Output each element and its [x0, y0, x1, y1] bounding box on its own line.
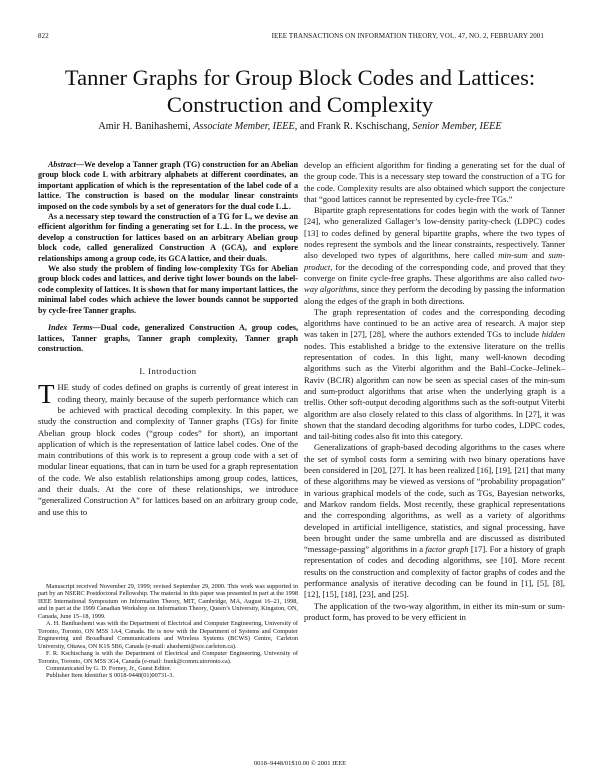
title-line-1: Tanner Graphs for Group Block Codes and Lattices:: [64, 65, 536, 90]
drop-cap: T: [38, 379, 55, 410]
right-p2-em-1: min-sum: [498, 250, 528, 261]
running-header: IEEE TRANSACTIONS ON INFORMATION THEORY, VOL. 47, NO. 2, FEBRUARY 2001: [271, 32, 544, 40]
abstract: [38, 160, 298, 354]
paper-title: [20, 64, 580, 118]
left-column: [38, 160, 298, 518]
author-line: [20, 121, 580, 132]
author-2-name: and Frank R. Kschischang,: [299, 121, 410, 132]
intro-body: [38, 379, 298, 518]
right-p3-b: nodes. This established a bridge to the extensive literature on the trellis representation of codes. In this light, many well-known decoding algorithms such as the Viterbi algorithm and the Bahl–Cocke–Jelinek–Raviv (BCJR) algorithm can now be seen as special cases of the min-sum and sum-product algorithms that arise when the underlying graph is a trellis. Other soft-output decoding algorithms such as the soft-output Viterbi algorithm are also closely related to this class of algorithms. In [27], it was shown that the standard decoding algorithms for turbo codes, LDPC codes, and tail-biting codes also fit into this category.: [304, 340, 565, 442]
index-terms: [38, 323, 298, 354]
right-p2-d: , since they perform the decoding by passing the information along the edges of the graph in both directions.: [304, 284, 566, 306]
right-p2-c: , for the decoding of the corresponding code, and proved that they converge on finite cycle-free graphs. These algorithms are also called: [304, 261, 565, 283]
right-p2-a: Bipartite graph representations for codes begin with the work of Tanner [24], who generalized Gallager’s low-density parity-check (LDPC) codes [13] to codes defined by general bipartite graphs, where the two types of nodes represent the symbols and the linear constraints, respectively. Tanner also developed two types of algorithms, here called: [304, 205, 565, 261]
section-heading: I. Introduction: [139, 366, 197, 377]
intro-paragraph: [38, 379, 298, 518]
abstract-p1: [38, 160, 298, 212]
right-column: [304, 160, 565, 623]
right-p3: [304, 307, 565, 443]
author-1-name: Amir H. Banihashemi,: [98, 121, 191, 132]
index-terms-text: Dual code, generalized Construction A, group codes, lattices, Tanner graphs, Tanner graph complexity, Tanner graph construction.: [38, 323, 298, 353]
footnote-author-2: F. R. Kschischang is with the Department of Electrical and Computer Engineering, University of Toronto, Toronto, ON M5S 3G4, Canada (e-mail: frank@comm.utoronto.ca).: [38, 650, 298, 665]
right-p5: The application of the two-way algorithm, in either its min-sum or sum-product form, has proved to be very efficient in: [304, 600, 565, 622]
abstract-p3: We also study the problem of finding low-complexity TGs for Abelian group block codes and lattices, and derive tight lower bounds on the label-code complexity of lattices. It is shown that for many important lattices, the minimal label codes which achieve the lower bounds cannot be supported by cycle-free Tanner graphs.: [38, 264, 298, 315]
abstract-p1-text: We develop a Tanner graph (TG) construction for an Abelian group block code L with arbitrary alphabets at different coordinates, an important application of which is the representation of the label code of a lattice. The construction is based on the modular linear constraints imposed on the code symbols by a set of generators for the dual code L⊥.: [38, 160, 298, 211]
author-1-role: Associate Member, IEEE,: [193, 121, 298, 132]
title-line-2: Construction and Complexity: [166, 92, 434, 117]
footnote-manuscript: Manuscript received November 29, 1999; revised September 29, 2000. This work was supported in part by an NSERC Postdoctoral Fellowship. The material in this paper was presented in part at the 1998 IEEE International Symposium on Information Theory, MIT, Cambridge, MA, August 16–21, 1998, and in part at the 1999 Canadian Workshop on Information Theory, Queen’s University, Kingston, ON, Canada, June 15–18, 1999.: [38, 583, 298, 620]
right-p3-a: The graph representation of codes and the corresponding decoding algorithms have continued to be an active area of research. A major step was taken in [27], [28], where the authors extended TGs to include: [304, 306, 565, 340]
right-p2-em-3: two-way algorithms: [304, 272, 565, 295]
copyright-footer: 0018–9448/01$10.00 © 2001 IEEE: [253, 760, 347, 767]
right-p1: develop an efficient algorithm for finding a generating set for the dual of the group code. This is a necessary step toward the construction of a TG for the code. Complexity results are also obtained which support the conjecture that “good lattices cannot be represented by cycle-free TGs.”: [304, 160, 565, 204]
footnote-editor: Communicated by G. D. Forney, Jr., Guest Editor.: [46, 664, 172, 672]
right-p2-em-2: sum-product: [304, 250, 565, 272]
intro-text: HE study of codes defined on graphs is currently of great interest in coding theory, mainly because of the superb performance which can be achieved with practical decoding complexity. In this paper, we study the construction and complexity of Tanner graphs (TGs) for finite Abelian group block codes (“group codes” for short), an important application of which is the representation of lattice label codes. One of the main contributions of this work is to represent a group code with a set of modular linear equations, that can in turn be used for a graph representation of the code. We also establish relationships among group codes, lattices, and their duals. At the core of these relationships, we introduce “generalized Construction A” for lattices based on an arbitrary group code, and use this to: [38, 382, 298, 517]
right-p2-b: and: [527, 250, 549, 261]
page-number: 822: [38, 32, 49, 40]
footnote-identifier: Publisher Item Identifier S 0018-9448(01)00731-3.: [46, 672, 174, 680]
right-p4-b: [17]. For a history of graph representation of codes and decoding algorithms, see [10]. More recent results on the construction and complexity of factor graphs of codes and the performance analysis of iterative decoding can be found in [1], [5], [8], [12], [15], [18], [23], and [25].: [304, 544, 566, 600]
footnotes: [38, 583, 298, 680]
author-2-role: Senior Member, IEEE: [412, 121, 502, 132]
abstract-label: Abstract—: [48, 160, 84, 169]
right-p4-a: Generalizations of graph-based decoding algorithms to the cases where the set of symbol costs form a semiring with two binary operations have been considered in [20], [27]. It has been realized [16], [19], [21] that many of these algorithms may be viewed as versions of “probability propagation” in various graphical models of the code, such as TGs, Bayesian networks, and Markov random fields. Most recently, these graphical representations and the corresponding algorithms, as well as a variety of algorithms developed in artificial intelligence, statistics, and signal processing, have been brought under the same umbrella and are discussed as distributed “message-passing” algorithms in a: [304, 442, 565, 555]
abstract-p2: As a necessary step toward the construction of a TG for L, we devise an efficient algorithm for finding a generating set for L⊥. In the process, we develop a construction for lattices based on an arbitrary Abelian group block code, called generalized Construction A (GCA), and explore relationships among a group code, its GCA lattice, and their duals.: [38, 212, 298, 263]
right-p4: [304, 442, 565, 600]
right-p4-em-1: factor graph: [425, 544, 469, 555]
right-p2: [304, 205, 565, 307]
footnote-author-1: A. H. Banihashemi was with the Department of Electrical and Computer Engineering, University of Toronto, Toronto, ON M5S 1A4, Canada. He is now with the Department of Systems and Computer Engineering and Broadband Communications and Wireless Systems (BCWS) Centre, Carleton University, Ottawa, ON K1S 5B6, Canada (e-mail: ahashemi@sce.carleton.ca).: [38, 620, 298, 650]
index-terms-label: Index Terms—: [48, 323, 101, 333]
right-p3-em-1: hidden: [541, 329, 565, 340]
